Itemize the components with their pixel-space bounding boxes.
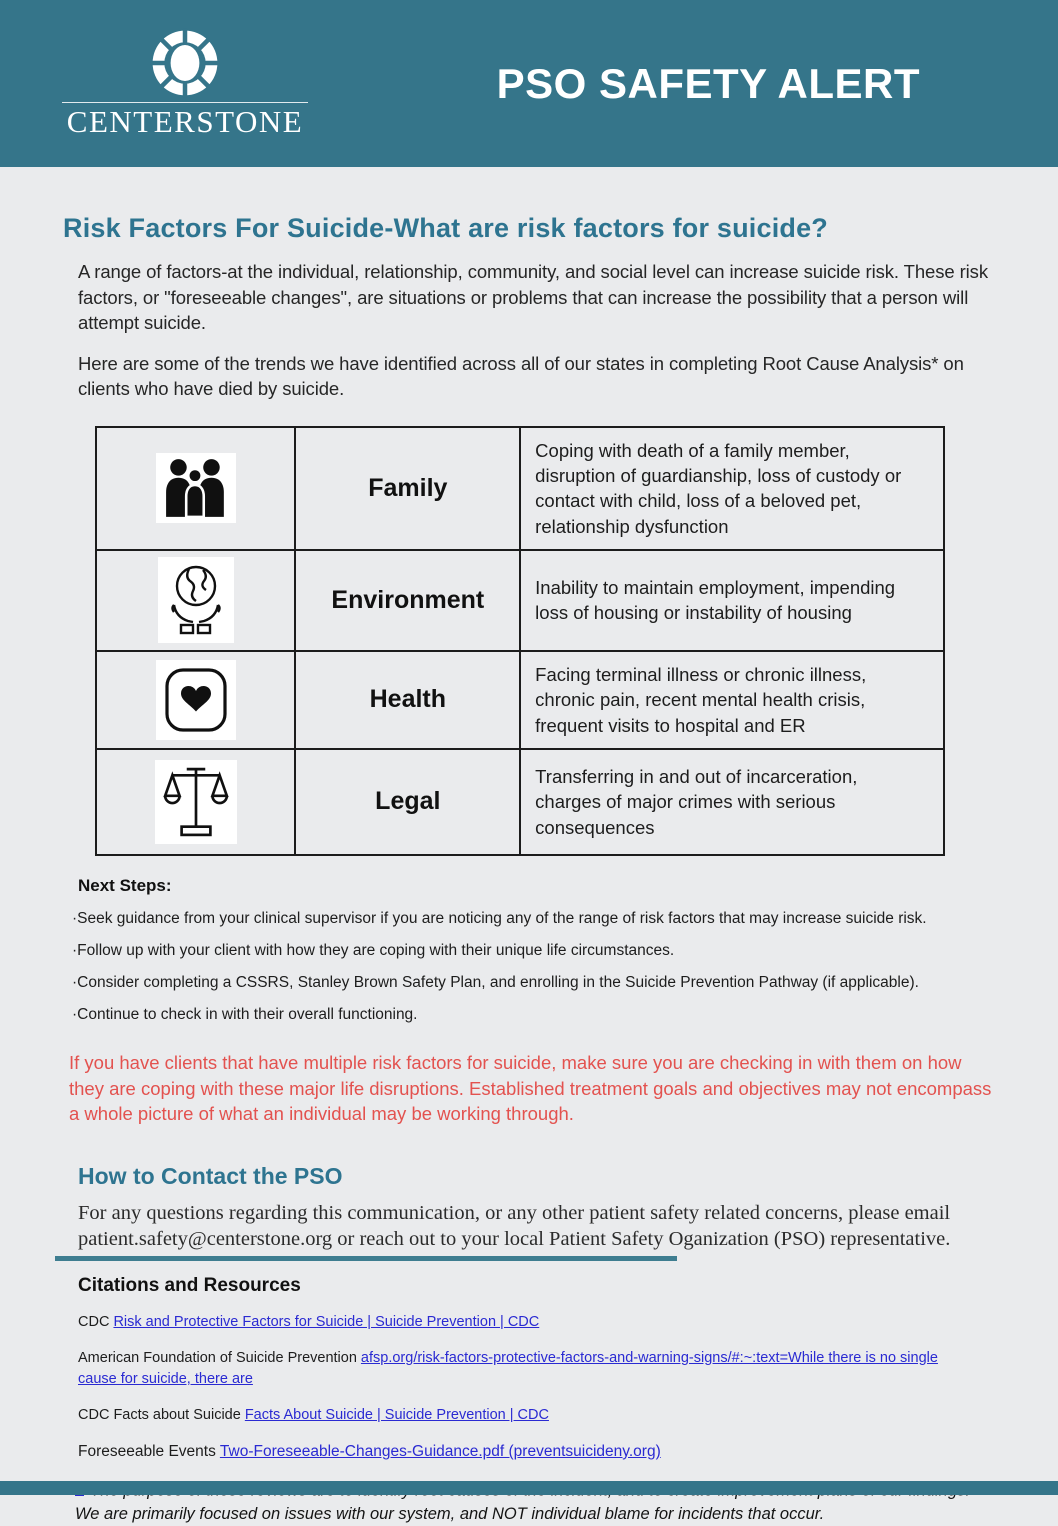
- centerstone-emblem-icon: [149, 27, 221, 99]
- category-description: Transferring in and out of incarceration, charges of major crimes with serious consequences: [520, 749, 944, 855]
- footnote-text: We are primarily focused on issues with our system, and NOT individual blame for incidents that occur.: [75, 1504, 825, 1523]
- category-label: Family: [295, 427, 520, 550]
- health-icon: [156, 660, 236, 740]
- citation-prefix: Foreseeable Events: [78, 1442, 220, 1460]
- category-description: Coping with death of a family member, disruption of guardianship, loss of custody or contact with child, loss of a beloved pet, relationship dysfunction: [520, 427, 944, 550]
- category-description: Inability to maintain employment, impending loss of housing or instability of housing: [520, 550, 944, 651]
- page-title: Risk Factors For Suicide-What are risk factors for suicide?: [63, 213, 829, 243]
- citation-item: [78, 1312, 973, 1333]
- category-label: Legal: [295, 749, 520, 855]
- citation-item: [78, 1441, 973, 1463]
- category-label: Health: [295, 651, 520, 749]
- category-description: Facing terminal illness or chronic illness, chronic pain, recent mental health crisis, frequent visits to hospital and ER: [520, 651, 944, 749]
- teal-divider: [55, 1256, 677, 1261]
- logo-wordmark: CENTERSTONE: [66, 104, 304, 139]
- table-row-environment: [96, 550, 944, 651]
- contact-body: For any questions regarding this communication, or any other patient safety related concerns, please email patient.safety@centerstone.org or reach out to your local Patient Safety Oganization (PSO) representative.: [78, 1201, 951, 1251]
- citation-prefix: American Foundation of Suicide Prevention: [78, 1349, 361, 1366]
- family-icon: [156, 453, 236, 523]
- risk-factors-table: [95, 426, 945, 856]
- citation-link[interactable]: Facts About Suicide | Suicide Prevention | CDC: [244, 1406, 549, 1423]
- citation-prefix: CDC: [78, 1313, 114, 1330]
- table-row-legal: [96, 749, 944, 855]
- citation-link[interactable]: Risk and Protective Factors for Suicide | Suicide Prevention | CDC: [113, 1313, 540, 1330]
- next-steps-heading: Next Steps:: [78, 875, 172, 895]
- banner-title: PSO SAFETY ALERT: [496, 59, 920, 107]
- category-label: Environment: [295, 550, 520, 651]
- citation-link[interactable]: afsp.org/risk-factors-protective-factors-and-warning-signs/#:~:text=While there is no single cause for suicide, there are: [78, 1349, 938, 1387]
- contact-heading: How to Contact the PSO: [78, 1162, 343, 1189]
- alert-paragraph: If you have clients that have multiple risk factors for suicide, make sure you are checking in with them on how they are coping with these major life disruptions. Established treatment goals and objectives may not encompass a whole picture of what an individual may be working through.: [69, 1051, 992, 1125]
- next-step-item: ·Consider completing a CSSRS, Stanley Brown Safety Plan, and enrolling in the Suicide Prevention Pathway (if applicable).: [72, 973, 919, 991]
- next-step-item: ·Seek guidance from your clinical supervisor if you are noticing any of the range of risk factors that may increase suicide risk.: [72, 909, 927, 927]
- citation-link[interactable]: Two-Foreseeable-Changes-Guidance.pdf (preventsuicideny.org): [219, 1442, 661, 1460]
- legal-icon: [155, 760, 237, 844]
- citations-heading: Citations and Resources: [78, 1274, 301, 1296]
- next-step-item: ·Continue to check in with their overall functioning.: [72, 1005, 418, 1023]
- header-banner: [0, 0, 1058, 167]
- document-body: [0, 213, 1058, 1526]
- citation-prefix: CDC Facts about Suicide: [78, 1406, 245, 1423]
- table-row-health: [96, 651, 944, 749]
- table-row-family: [96, 427, 944, 550]
- footer-bar: [0, 1481, 1058, 1495]
- next-step-item: ·Follow up with your client with how they are coping with their unique life circumstances.: [72, 941, 675, 959]
- citation-item: [78, 1405, 973, 1426]
- citation-item: [78, 1348, 973, 1390]
- intro-paragraph: A range of factors-at the individual, relationship, community, and social level can increase suicide risk. These risk factors, or "foreseeable changes", are situations or problems that can increase the possibility that a person will attempt suicide.: [78, 261, 988, 334]
- environment-icon: [158, 557, 234, 643]
- logo-divider: [62, 102, 308, 103]
- intro-paragraph: Here are some of the trends we have identified across all of our states in completing Root Cause Analysis* on clients who have died by suicide.: [78, 352, 964, 400]
- centerstone-logo: [62, 27, 308, 140]
